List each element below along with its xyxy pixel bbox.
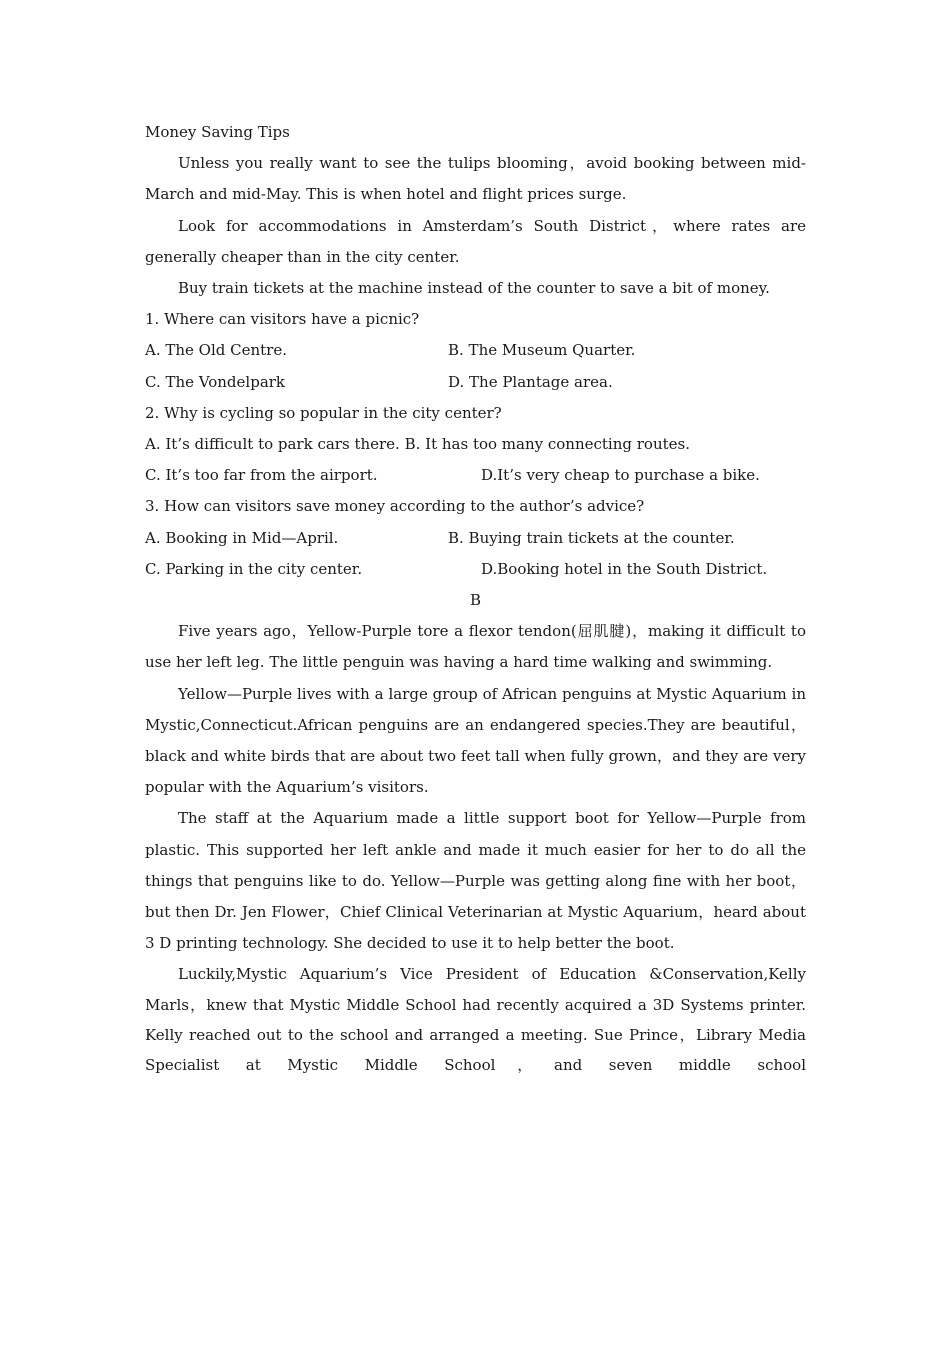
- option-row: [145, 367, 806, 398]
- option-row: [145, 335, 806, 366]
- document-page: [145, 117, 806, 1080]
- option-a-b: A. It’s difficult to park cars there. B. It has too many connecting routes.: [145, 435, 690, 454]
- option-row: [145, 523, 806, 554]
- question-stem: 1. Where can visitors have a picnic?: [145, 310, 420, 329]
- option-row: [145, 554, 806, 585]
- option-c: C. Parking in the city center.: [145, 559, 363, 578]
- option-d: D.It’s very cheap to purchase a bike.: [481, 466, 760, 485]
- passage-paragraph: Yellow—Purple lives with a large group of African penguins at Mystic Aquarium in Mystic,Connecticut.African penguins are an endangered species.They are beautiful，black and white birds that are about two feet tall when fully grown，and they are very popular with the Aquarium’s visitors.: [145, 684, 806, 797]
- tip-paragraph: Buy train tickets at the machine instead of the counter to save a bit of money.: [178, 279, 770, 298]
- question-stem: 2. Why is cycling so popular in the city center?: [145, 403, 502, 422]
- option-b: B. The Museum Quarter.: [448, 341, 636, 360]
- passage-paragraph: Five years ago，Yellow-Purple tore a flexor tendon(屈肌腱)，making it difficult to use her left leg. The little penguin was having a hard time walking and swimming.: [145, 622, 806, 672]
- option-c: C. It’s too far from the airport.: [145, 466, 378, 485]
- question-stem: 3. How can visitors save money according to the author’s advice?: [145, 497, 645, 516]
- passage-paragraph: Luckily,Mystic Aquarium’s Vice President of Education &Conservation,Kelly Marls，knew that Mystic Middle School had recently acquired a 3D Systems printer. Kelly reached out to the school and arranged a meeting. Sue Prince，Library Media Specialist at Mystic Middle School，and seven middle school: [145, 965, 806, 1075]
- option-row: [145, 460, 806, 491]
- tips-heading: Money Saving Tips: [145, 123, 290, 141]
- section-label: B: [469, 591, 482, 610]
- tip-paragraph: Unless you really want to see the tulips blooming，avoid booking between mid-March and mid-May. This is when hotel and flight prices surge.: [145, 154, 806, 204]
- option-d: D. The Plantage area.: [448, 372, 613, 391]
- tip-paragraph: Look for accommodations in Amsterdam’s South District，where rates are generally cheaper than in the city center.: [145, 216, 806, 266]
- option-c: C. The Vondelpark: [145, 372, 286, 391]
- option-a: A. Booking in Mid—April.: [145, 528, 339, 547]
- option-d: D.Booking hotel in the South District.: [481, 559, 768, 578]
- passage-paragraph: The staff at the Aquarium made a little support boot for Yellow—Purple from plastic. This supported her left ankle and made it much easier for her to do all the things that penguins like to do. Yellow—Purple was getting along fine with her boot，but then Dr. Jen Flower，Chief Clinical Veterinarian at Mystic Aquarium，heard about 3 D printing technology. She decided to use it to help better the boot.: [145, 809, 806, 953]
- option-a: A. The Old Centre.: [145, 341, 288, 360]
- option-b: B. Buying train tickets at the counter.: [448, 528, 735, 547]
